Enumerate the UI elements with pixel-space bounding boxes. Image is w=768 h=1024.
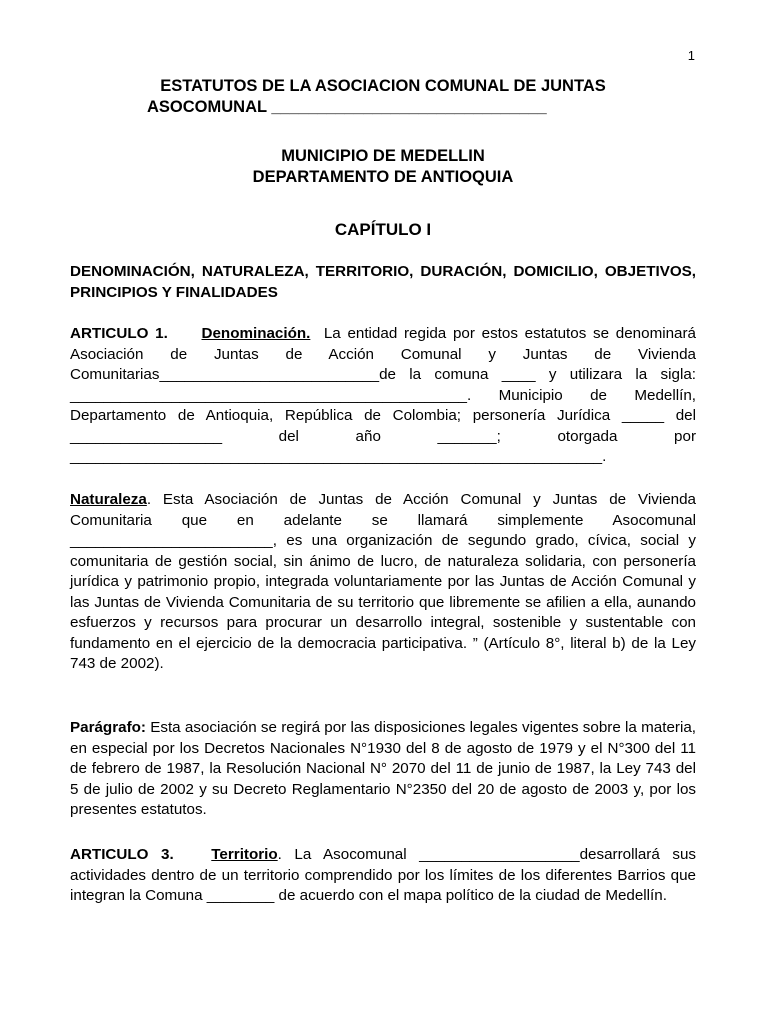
paragrafo-paragraph: [70, 718, 696, 821]
page-number: 1: [687, 48, 695, 63]
article-3-text: . La Asocomunal ___________________desarrollará sus actividades dentro de un territorio comprendido por los límites de los diferentes Barrios que integran la Comuna ________ de acuerdo con el mapa político de la ciudad de Medellín.: [70, 846, 696, 904]
municipality-line: MUNICIPIO DE MEDELLIN: [281, 147, 485, 165]
naturaleza-title: Naturaleza: [70, 491, 147, 508]
chapter-heading: DENOMINACIÓN, NATURALEZA, TERRITORIO, DURACIÓN, DOMICILIO, OBJETIVOS, PRINCIPIOS Y FINALIDADES: [70, 263, 696, 301]
title-line-1: ESTATUTOS DE LA ASOCIACION COMUNAL DE JUNTAS: [160, 77, 606, 95]
paragrafo-text: Esta asociación se regirá por las disposiciones legales vigentes sobre la materia, en especial por los Decretos Nacionales N°1930 del 8 de agosto de 1979 y el N°300 del 11 de febrero de 1987, la Resolución Nacional N° 2070 del 11 de junio de 1987, la Ley 743 del 5 de julio de 2002 y su Decreto Reglamentario N°2350 del 20 de agosto de 2003 y, por los presentes estatutos.: [70, 719, 696, 818]
naturaleza-paragraph: [70, 490, 696, 675]
title-line-2: ASOCOMUNAL ______________________________: [147, 98, 547, 116]
article-1-title: Denominación.: [201, 325, 311, 342]
article-1-label: ARTICULO 1.: [70, 325, 168, 342]
naturaleza-text: . Esta Asociación de Juntas de Acción Comunal y Juntas de Vivienda Comunitaria que en adelante se llamará simplemente Asocomunal ________________________, es una organización de segundo grado, cívica, social y comunitaria de gestión social, sin ánimo de lucro, de naturaleza solidaria, con personería jurídica y patrimonio propio, integrada voluntariamente por las Juntas de Acción Comunal y las Juntas de Vivienda Comunitaria de su territorio que libremente se afilien a ella, aunando esfuerzos y recursos para procurar un desarrollo integral, sostenible y sustentable con fundamento en el ejercicio de la democracia participativa. ” (Artículo 8°, literal b) de la Ley 743 de 2002).: [70, 491, 696, 672]
article-3: [70, 845, 696, 907]
department-line: DEPARTAMENTO DE ANTIOQUIA: [252, 168, 514, 186]
article-1-text: La entidad regida por estos estatutos se denominará Asociación de Juntas de Acción Comunal y Juntas de Vivienda Comunitarias__________________________de la comuna ____ y utilizara la sigla: _______________________________________________. Municipio de Medellín, Departamento de Antioquia, República de Colombia; personería Jurídica _____ del __________________ del año _______; otorgada por _______________________________________________________________.: [70, 325, 696, 465]
article-1: [70, 324, 696, 468]
chapter-title: CAPÍTULO I: [334, 220, 432, 239]
municipality-heading: [70, 146, 696, 188]
document-title: [70, 76, 696, 118]
article-3-title: Territorio: [211, 846, 278, 863]
paragrafo-label: Parágrafo:: [70, 719, 146, 736]
article-3-label: ARTICULO 3.: [70, 846, 174, 863]
